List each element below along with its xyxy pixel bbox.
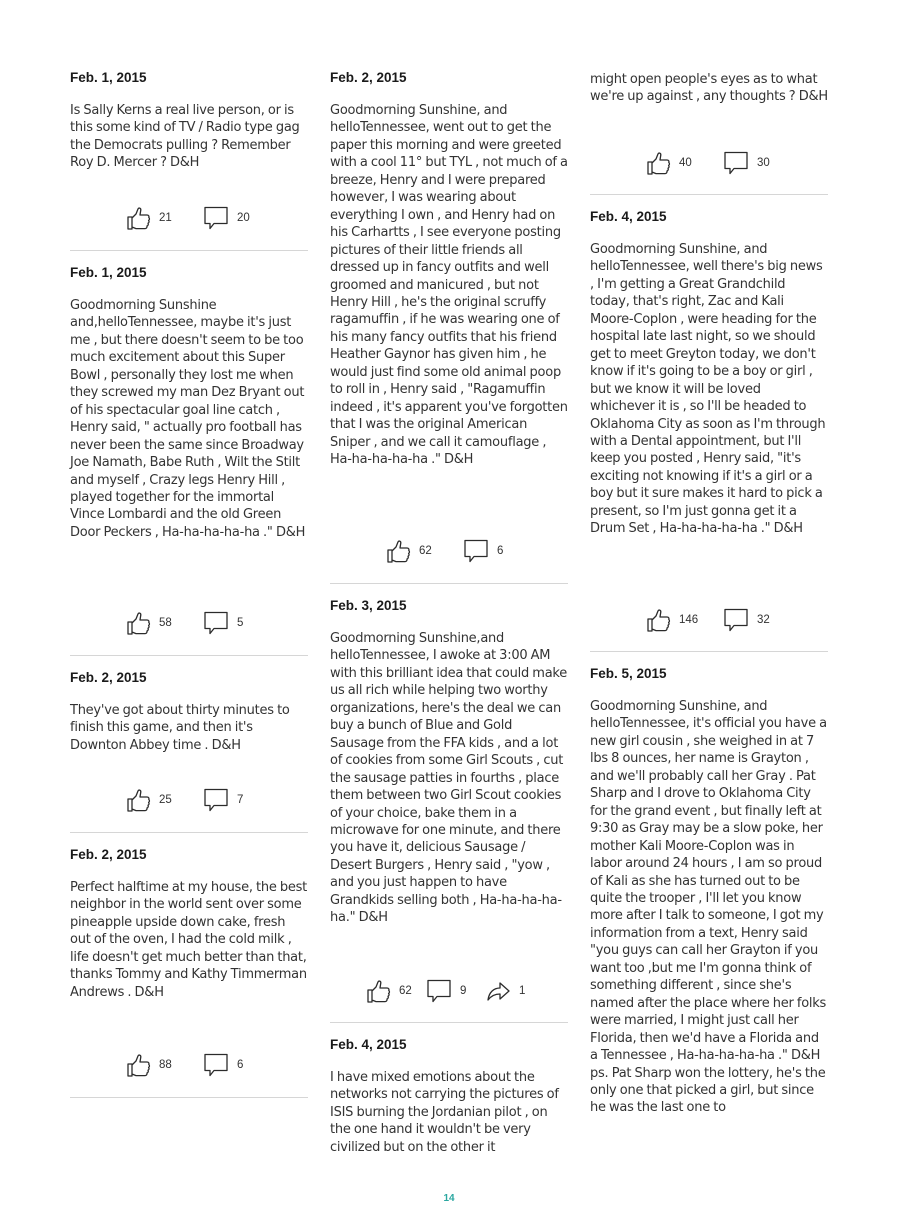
like-count: 146: [679, 614, 699, 626]
post: [330, 598, 568, 927]
post-text: Goodmorning Sunshine, and helloTennessee, well there's big news , I'm getting a Great Grandchild today, that's right, Zac and Kali Moore-Coplon , were heading for the hospital late last night, so we should get to meet Greyton today, we don't know if it's going to be a boy or girl , but we know it will be loved whichever it is , so I'll be headed to Oklahoma City as soon as I'm through with a Dental appointment, but I'll keep you posted , Henry said, "it's exciting not knowing if it's a girl or a boy but it sure makes it hard to pick a present, so I'm just gonna get it a Drum Set , Ha-ha-ha-ha-ha ." D&H: [590, 242, 826, 537]
speech-bubble-icon: [203, 205, 229, 231]
post-text: Goodmorning Sunshine, and helloTennessee, it's official you have a new girl cousin , she weighed in at 7 lbs 8 ounces, her name is Grayton , and we'll probably call her Gray . Pat Sharp and I drove to Oklahoma City for the grand event , but finally left at 9:30 as Gray may be a slow poke, her mother Kali Moore-Coplon was in labor around 24 hours , I am so proud of Kali as she has turned out to be quite the trooper , I'll let you know more after I talk to someone, I got my information from a text, Henry said "you guys can call her Grayton if you want too ,but me I'm gonna think of something different , since she's named after the place where her folks were married, I might just call her Florida, then we'd have a Florida and a Tennessee , Ha-ha-ha-ha-ha ." D&H ps. Pat Sharp won the lottery, he's the only one that picked a girl, but since he was the last one to: [590, 699, 827, 1116]
divider: [70, 1097, 308, 1098]
like-count: 62: [399, 985, 412, 997]
like-button[interactable]: [365, 978, 412, 1004]
comment-button[interactable]: [203, 610, 243, 636]
post-stats: [70, 1052, 308, 1078]
post: [330, 1037, 568, 1156]
divider: [330, 1022, 568, 1023]
post-text: I have mixed emotions about the networks not carrying the pictures of ISIS burning the Jordanian pilot , on the one hand it wouldn't be very civilized but on the other it: [330, 1070, 559, 1155]
post-date: Feb. 1, 2015: [70, 265, 147, 280]
comment-button[interactable]: [203, 205, 250, 231]
divider: [590, 194, 828, 195]
thumbs-up-icon: [645, 150, 671, 176]
divider: [70, 250, 308, 251]
comment-count: 20: [237, 212, 250, 224]
post: [70, 670, 308, 754]
speech-bubble-icon: [203, 1052, 229, 1078]
post-text: Goodmorning Sunshine, and helloTennessee, went out to get the paper this morning and were greeted with a cool 11° but TYL , not much of a breeze, Henry and I were prepared however, I was wearing about everything I own , and Henry had on his Carhartts , I see everyone posting pictures of their little friends all dressed up in fancy outfits and well groomed and manicured , but not Henry Hill , he's the original scruffy ragamuffin , if he was wearing one of his many fancy outfits that his friend Heather Gaynor has given him , he would just find some old animal poop to roll in , Henry said , "Ragamuffin indeed , it's apparent you've forgotten that I was the original American Sniper , and we call it camouflage , Ha-ha-ha-ha-ha ." D&H: [330, 103, 568, 468]
comment-count: 30: [757, 157, 770, 169]
like-count: 62: [419, 545, 432, 557]
comment-button[interactable]: [723, 150, 770, 176]
thumbs-up-icon: [125, 1052, 151, 1078]
comment-count: 6: [237, 1059, 244, 1071]
comment-count: 6: [497, 545, 504, 557]
like-count: 88: [159, 1059, 172, 1071]
post: [590, 71, 828, 106]
post-text: They've got about thirty minutes to finish this game, and then it's Downton Abbey time . D&H: [70, 703, 290, 753]
speech-bubble-icon: [426, 978, 452, 1004]
like-count: 21: [159, 212, 172, 224]
thumbs-up-icon: [365, 978, 391, 1004]
post: [330, 70, 568, 469]
speech-bubble-icon: [463, 538, 489, 564]
like-count: 40: [679, 157, 692, 169]
post-date: Feb. 2, 2015: [70, 847, 147, 862]
like-count: 25: [159, 794, 172, 806]
speech-bubble-icon: [203, 610, 229, 636]
post-text: Perfect halftime at my house, the best neighbor in the world sent over some pineapple upside down cake, fresh out of the oven, I had the cold milk , life doesn't get much better than that, thanks Tommy and Kathy Timmerman Andrews . D&H: [70, 880, 307, 1000]
thumbs-up-icon: [645, 607, 671, 633]
post-stats: [330, 978, 568, 1004]
post: [590, 666, 828, 1117]
post-text: Goodmorning Sunshine and,helloTennessee, maybe it's just me , but there doesn't seem to be too much excitement about this Super Bowl , personally they lost me when they screwed my man Dez Bryant out of his spectacular goal line catch , Henry said, " actually pro football has never been the same since Broadway Joe Namath, Babe Ruth , Wilt the Stilt and myself , Crazy legs Henry Hill , played together for the immortal Vince Lombardi and the old Green Door Peckers , Ha-ha-ha-ha-ha ." D&H: [70, 298, 306, 540]
post-date: Feb. 4, 2015: [330, 1037, 407, 1052]
post: [70, 847, 308, 1001]
share-count: 1: [519, 985, 526, 997]
comment-button[interactable]: [463, 538, 503, 564]
post-date: Feb. 5, 2015: [590, 666, 667, 681]
post-stats: [70, 205, 308, 231]
thumbs-up-icon: [125, 205, 151, 231]
comment-button[interactable]: [203, 1052, 243, 1078]
speech-bubble-icon: [723, 607, 749, 633]
page-number: 14: [443, 1193, 455, 1204]
post-date: Feb. 4, 2015: [590, 209, 667, 224]
share-arrow-icon: [485, 978, 511, 1004]
comment-button[interactable]: [723, 607, 770, 633]
divider: [330, 583, 568, 584]
post-text: Is Sally Kerns a real live person, or is this some kind of TV / Radio type gag the Democrats pulling ? Remember Roy D. Mercer ? D&H: [70, 103, 300, 171]
like-button[interactable]: [645, 150, 692, 176]
post-stats: [330, 538, 568, 564]
thumbs-up-icon: [125, 787, 151, 813]
comment-count: 5: [237, 617, 244, 629]
divider: [70, 832, 308, 833]
like-button[interactable]: [385, 538, 432, 564]
comment-count: 32: [757, 614, 770, 626]
post-stats: [590, 150, 828, 176]
post-text: Goodmorning Sunshine,and helloTennessee, I awoke at 3:00 AM with this brilliant idea that could make us all rich while helping two worthy organizations, here's the deal we can buy a bunch of Blue and Gold Sausage from the FFA kids , and a lot of cookies from some Girl Scouts , cut the sausage patties in fourths , place them between two Girl Scout cookies of your choice, bake them in a microwave for one minute, and there you have it, delicious Sausage / Desert Burgers , Henry said , "yow , and you just happen to have Grandkids selling both , Ha-ha-ha-ha-ha." D&H: [330, 631, 567, 926]
post-text: might open people's eyes as to what we're up against , any thoughts ? D&H: [590, 72, 828, 105]
post: [590, 209, 828, 538]
post-date: Feb. 3, 2015: [330, 598, 407, 613]
post-date: Feb. 2, 2015: [70, 670, 147, 685]
post-date: Feb. 2, 2015: [330, 70, 407, 85]
share-button[interactable]: [485, 978, 525, 1004]
comment-button[interactable]: [203, 787, 243, 813]
post-date: Feb. 1, 2015: [70, 70, 147, 85]
thumbs-up-icon: [125, 610, 151, 636]
comment-button[interactable]: [426, 978, 466, 1004]
comment-count: 9: [460, 985, 467, 997]
post-stats: [590, 607, 828, 633]
post: [70, 70, 308, 172]
post-stats: [70, 787, 308, 813]
like-button[interactable]: [645, 607, 698, 633]
divider: [590, 651, 828, 652]
post-stats: [70, 610, 308, 636]
divider: [70, 655, 308, 656]
thumbs-up-icon: [385, 538, 411, 564]
like-button[interactable]: [125, 1052, 172, 1078]
like-button[interactable]: [125, 610, 172, 636]
like-button[interactable]: [125, 205, 172, 231]
speech-bubble-icon: [203, 787, 229, 813]
like-button[interactable]: [125, 787, 172, 813]
speech-bubble-icon: [723, 150, 749, 176]
comment-count: 7: [237, 794, 244, 806]
post: [70, 265, 308, 541]
like-count: 58: [159, 617, 172, 629]
